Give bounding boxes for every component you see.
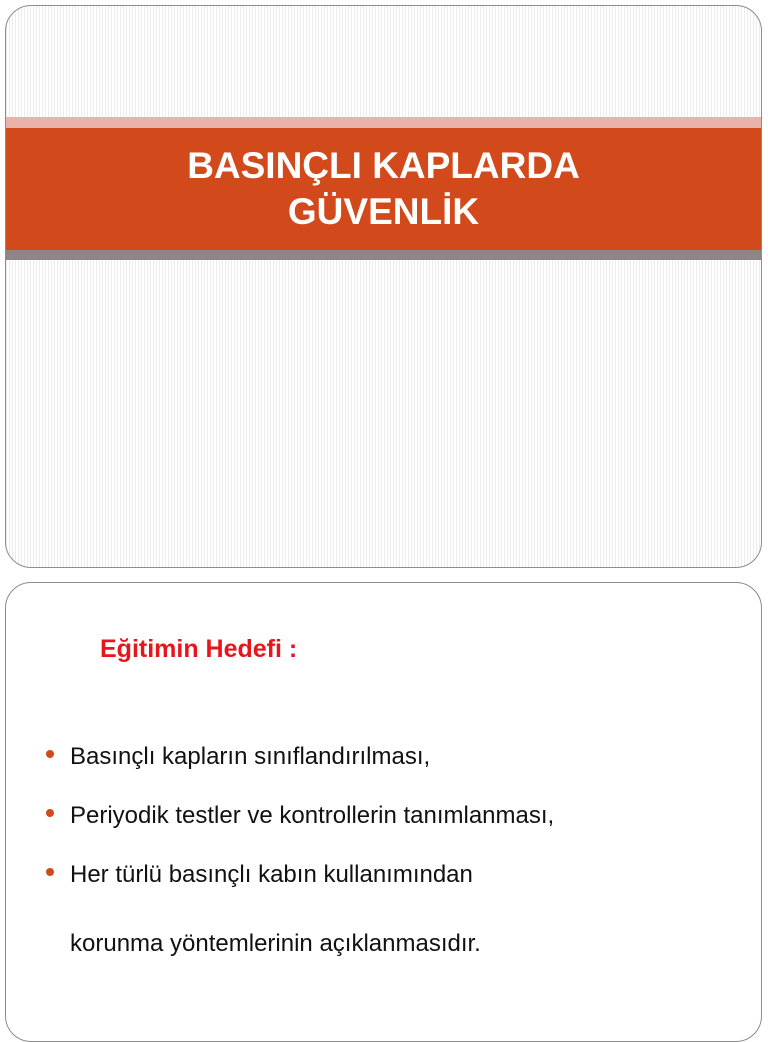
list-item-text: Her türlü basınçlı kabın kullanımından [70,861,473,888]
title-bar [6,128,761,250]
title-bar-top-stripe [6,117,761,128]
section-heading: Eğitimin Hedefi : [100,635,298,663]
list-item-continuation: korunma yöntemlerinin açıklanmasıdır. [70,930,481,957]
list-item-text: Periyodik testler ve kontrollerin tanımlanması, [70,802,555,829]
title-bar-bottom-stripe [6,250,761,260]
bullet-dot-icon [46,750,54,758]
content-slide [5,582,762,1042]
bullet-dot-icon [46,868,54,876]
title-slide [5,5,762,568]
bullet-dot-icon [46,809,54,817]
slide-title-line-2: GÜVENLİK [287,191,480,232]
slide-title-line-1: BASINÇLI KAPLARDA [187,145,580,186]
slide-title [84,143,684,235]
list-item-text: Basınçlı kapların sınıflandırılması, [70,743,431,770]
